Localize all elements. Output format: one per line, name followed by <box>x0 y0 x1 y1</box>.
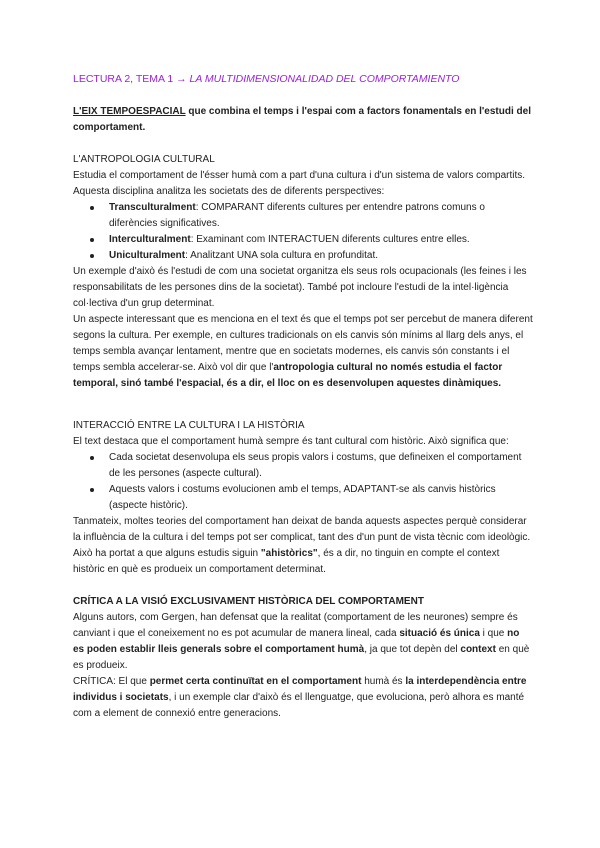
bullet-text: Cada societat desenvolupa els seus propis valors i costums, que defineixen el comportament de les persones (aspecte cultural). <box>109 452 522 479</box>
paragraph-bold-text: situació és única <box>399 628 480 639</box>
paragraph: Estudia el comportament de l'ésser humà com a part d'una cultura i d'un sistema de valors compartits. Aquesta disciplina analitza les societats des de diferents perspectives: <box>73 170 526 197</box>
paragraph-text: i que <box>479 628 508 639</box>
paragraph-bold-text: context <box>460 644 496 655</box>
paragraph-text: , és a dir, no tinguin en compte el context històric en què es produeix un comportament determinat. <box>73 548 500 575</box>
paragraph <box>73 514 533 578</box>
list-item <box>73 248 533 264</box>
list-item <box>73 232 533 248</box>
paragraph: El text destaca que el comportament humà sempre és tant cultural com històric. Això significa que: <box>73 436 509 447</box>
bullet-icon <box>90 254 94 258</box>
bullet-list <box>73 450 533 514</box>
paragraph-bold-text: no es poden establir lleis generals sobre el comportament humà <box>73 628 520 655</box>
paragraph-text: Un aspecte interessant que es menciona en el text és que el temps pot ser percebut de manera diferent segons la cultura. Per exemple, en cultures tradicionals on els canvis són mínims al llarg dels anys, el temps sembla avançar lentament, mentre que en societats modernes, els canvis són constants i el temps sembla accelerar-se. Això vol dir que l' <box>73 314 533 373</box>
paragraph-text: en què es produeix. <box>73 644 530 671</box>
paragraph-bold-text: "ahistòrics" <box>260 548 318 559</box>
paragraph-text: CRÍTICA: El que <box>73 676 150 687</box>
paragraph-bold-text: antropologia cultural no només estudia el factor temporal, sinó també l'espacial, és a dir, el lloc on es desenvolupen aquestes dinàmiques. <box>73 362 503 389</box>
bullet-term: Uniculturalment <box>109 250 186 261</box>
bullet-icon <box>90 456 94 460</box>
bullet-term: Interculturalment <box>109 234 191 245</box>
paragraph <box>73 610 533 674</box>
paragraph-text: humà és <box>361 676 406 687</box>
bullet-text: : COMPARANT diferents cultures per entendre patrons comuns o diferències significatives. <box>109 202 485 229</box>
bullet-text: Aquests valors i costums evolucionen amb el temps, ADAPTANT-se als canvis històrics (aspecte històric). <box>109 484 496 511</box>
paragraph-bold-text: permet certa continuïtat en el comportament <box>149 676 362 687</box>
paragraph: Un exemple d'això és l'estudi de com una societat organitza els seus rols ocupacionals (les feines i les responsabilitats de les persones dins de la societat). També pot incloure l'estudi de la intel·ligència col·lectiva d'un grup determinat. <box>73 266 527 309</box>
paragraph-bold-text: la interdependència entre individus i societats <box>73 676 527 703</box>
bullet-icon <box>90 238 94 242</box>
intro-rest: que combina el temps i l'espai com a factors fonamentals en l'estudi del comportament. <box>73 106 531 133</box>
bullet-text: : Analitzant UNA sola cultura en profunditat. <box>185 250 379 261</box>
bullet-icon <box>90 488 94 492</box>
paragraph <box>73 674 533 722</box>
section-heading: CRÍTICA A LA VISIÓ EXCLUSIVAMENT HISTÒRICA DEL COMPORTAMENT <box>73 596 424 607</box>
bullet-icon <box>90 206 94 210</box>
title-prefix: LECTURA 2, TEMA 1 → <box>73 73 190 85</box>
paragraph-text: Tanmateix, moltes teories del comportament han deixat de banda aquests aspectes perquè considerar la influència de la cultura i del temps pot ser complicat, tant des d'un punt de vista tècnic com ideològic. Això ha portat a que alguns estudis siguin <box>73 516 531 559</box>
paragraph-text: , i un exemple clar d'això és el llenguatge, que evoluciona, però alhora es manté com a element de connexió entre generacions. <box>73 692 525 719</box>
section-heading: L'ANTROPOLOGIA CULTURAL <box>73 154 215 165</box>
bullet-text: : Examinant com INTERACTUEN diferents cultures entre elles. <box>190 234 470 245</box>
list-item <box>73 450 533 482</box>
paragraph <box>73 312 533 392</box>
intro-underlined-term: L'EIX TEMPOESPACIAL <box>73 106 186 117</box>
list-item <box>73 482 533 514</box>
list-item <box>73 200 533 232</box>
paragraph-text: Alguns autors, com Gergen, han defensat que la realitat (comportament de les neurones) sempre és canviant i que el coneixement no es pot acumular de manera lineal, cada <box>73 612 518 639</box>
bullet-term: Transculturalment <box>109 202 196 213</box>
bullet-list <box>73 200 533 264</box>
section-antropologia <box>73 152 533 392</box>
title-italic: LA MULTIDIMENSIONALIDAD DEL COMPORTAMIENTO <box>189 73 460 85</box>
intro-paragraph <box>73 104 533 136</box>
section-heading: INTERACCIÓ ENTRE LA CULTURA I LA HISTÒRIA <box>73 420 305 431</box>
page-title <box>73 71 543 87</box>
section-critica <box>73 594 533 722</box>
paragraph-text: , ja que tot depèn del <box>364 644 461 655</box>
section-interaccio <box>73 418 533 578</box>
